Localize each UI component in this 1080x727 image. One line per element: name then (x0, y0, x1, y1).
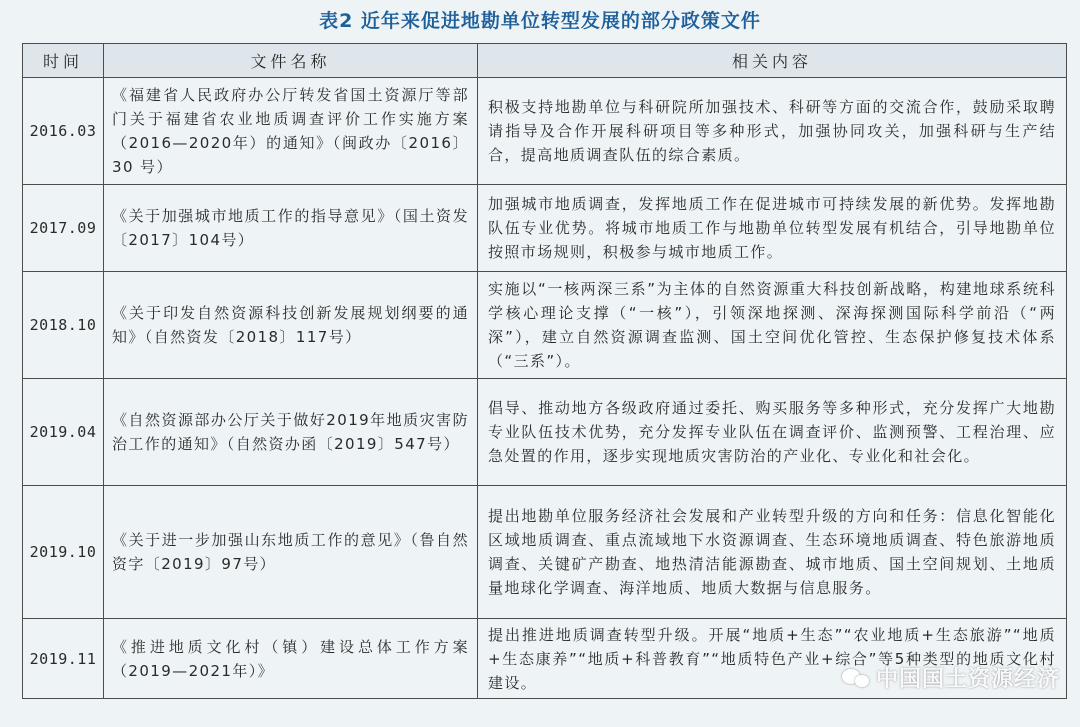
cell-time: 2019.10 (23, 486, 104, 619)
table-row (23, 486, 1067, 619)
table-row (23, 78, 1067, 185)
cell-time: 2018.10 (23, 272, 104, 379)
cell-time: 2016.03 (23, 78, 104, 185)
cell-document: 《关于进一步加强山东地质工作的意见》（鲁自然资字〔2019〕97号） (104, 486, 478, 619)
cell-content: 积极支持地勘单位与科研院所加强技术、科研等方面的交流合作，鼓励采取聘请指导及合作开展科研项目等多种形式，加强协同攻关，加强科研与生产结合，提高地质调查队伍的综合素质。 (478, 78, 1067, 185)
watermark-text: 中国国土资源经济 (875, 667, 1060, 692)
cell-content: 实施以“一核两深三系”为主体的自然资源重大科技创新战略，构建地球系统科学核心理论支撑（“一核”），引领深地探测、深海探测国际科学前沿（“两深”），建立自然资源调查监测、国土空间优化管控、生态保护修复技术体系（“三系”）。 (478, 272, 1067, 379)
cell-document: 《推进地质文化村（镇）建设总体工作方案（2019—2021年）》 (104, 619, 478, 699)
cell-content: 提出推进地质调查转型升级。开展“地质+生态”“农业地质+生态旅游”“地质+生态康养”“地质+科普教育”“地质特色产业+综合”等5种类型的地质文化村建设。 (478, 619, 1067, 699)
wechat-icon (842, 667, 870, 689)
cell-content: 提出地勘单位服务经济社会发展和产业转型升级的方向和任务：信息化智能化区域地质调查、重点流域地下水资源调查、生态环境地质调查、特色旅游地质调查、关键矿产勘查、地热清洁能源勘查、城市地质、国土空间规划、土地质量地球化学调查、海洋地质、地质大数据与信息服务。 (478, 486, 1067, 619)
column-header-document: 文件名称 (104, 44, 478, 78)
table-row (23, 379, 1067, 486)
cell-content: 倡导、推动地方各级政府通过委托、购买服务等多种形式，充分发挥广大地勘专业队伍技术优势，充分发挥专业队伍在调查评价、监测预警、工程治理、应急处置的作用，逐步实现地质灾害防治的产业化、专业化和社会化。 (478, 379, 1067, 486)
cell-time: 2019.11 (23, 619, 104, 699)
column-header-content: 相关内容 (478, 44, 1067, 78)
policy-table-container (22, 43, 1066, 699)
policy-table (22, 43, 1067, 699)
table-title: 表2 近年来促进地勘单位转型发展的部分政策文件 (319, 10, 761, 32)
cell-document: 《关于加强城市地质工作的指导意见》（国土资发〔2017〕104号） (104, 185, 478, 272)
table-row (23, 185, 1067, 272)
cell-content: 加强城市地质调查，发挥地质工作在促进城市可持续发展的新优势。发挥地勘队伍专业优势。将城市地质工作与地勘单位转型发展有机结合，引导地勘单位按照市场规则，积极参与城市地质工作。 (478, 185, 1067, 272)
cell-time: 2017.09 (23, 185, 104, 272)
table-row (23, 272, 1067, 379)
table-header-row (23, 44, 1067, 78)
column-header-time: 时间 (23, 44, 104, 78)
cell-document: 《自然资源部办公厅关于做好2019年地质灾害防治工作的通知》（自然资办函〔2019〕547号） (104, 379, 478, 486)
cell-document: 《关于印发自然资源科技创新发展规划纲要的通知》（自然资发〔2018〕117号） (104, 272, 478, 379)
account-watermark (842, 662, 1060, 693)
cell-document: 《福建省人民政府办公厅转发省国土资源厅等部门关于福建省农业地质调查评价工作实施方案（2016—2020年）的通知》（闽政办〔2016〕30 号） (104, 78, 478, 185)
cell-time: 2019.04 (23, 379, 104, 486)
